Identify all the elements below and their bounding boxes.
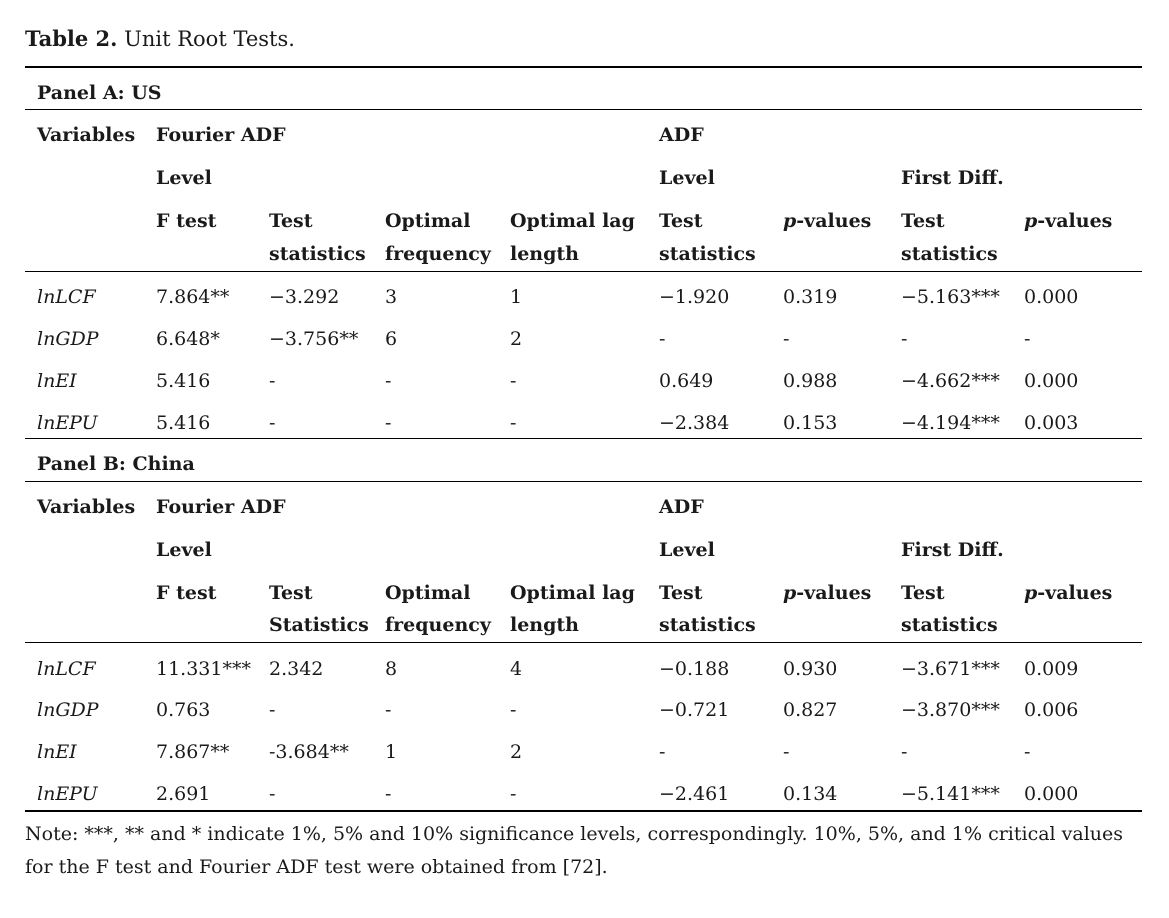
header-length: length: [510, 243, 579, 265]
table-label: Table 2.: [25, 26, 118, 51]
table-cell: -: [1024, 328, 1031, 350]
header-level-adf: Level: [659, 539, 715, 561]
table-cell: 8: [385, 658, 398, 680]
table-cell: -: [385, 783, 392, 805]
table-cell: -: [901, 741, 908, 763]
table-cell: 0.006: [1024, 699, 1079, 721]
variable-name: lnGDP: [37, 699, 99, 721]
header-fourier-adf: Fourier ADF: [156, 124, 286, 146]
table-cell: -: [269, 412, 276, 434]
p-italic: p: [1024, 210, 1038, 232]
header-test-statistics: statistics: [269, 243, 366, 265]
table-cell: 1: [510, 286, 523, 308]
table-cell: 0.988: [783, 370, 838, 392]
table-cell: 0.009: [1024, 658, 1079, 680]
header-variables: Variables: [37, 124, 136, 146]
table-cell: 7.867**: [156, 741, 230, 763]
header-diff-test: Test: [901, 582, 945, 604]
header-diff-statistics: statistics: [901, 614, 998, 636]
header-test-statistics: Statistics: [269, 614, 369, 636]
variable-name: lnLCF: [37, 286, 96, 308]
table-cell: -3.684**: [269, 741, 349, 763]
header-p-values: [1024, 205, 1112, 237]
table-cell: 11.331***: [156, 658, 251, 680]
table-cell: −0.188: [659, 658, 730, 680]
table-cell: 0.649: [659, 370, 714, 392]
table-cell: 6: [385, 328, 398, 350]
table-note: Note: ***, ** and * indicate 1%, 5% and 10% significance levels, correspondingly. 10%, 5%, and 1% critical values for the F test and Fourier ADF test were obtained from [72].: [25, 823, 1124, 878]
variable-name: lnEPU: [37, 412, 98, 434]
p-italic: p: [783, 582, 797, 604]
header-level: Level: [156, 539, 212, 561]
header-adf: ADF: [659, 496, 704, 518]
variable-name: lnEI: [37, 370, 77, 392]
p-values-suffix: -values: [1037, 582, 1113, 604]
table-cell: 0.153: [783, 412, 838, 434]
variable-name: lnLCF: [37, 658, 96, 680]
table-cell: 0.000: [1024, 286, 1079, 308]
header-f-test: F test: [156, 210, 217, 232]
header-p-values: [783, 577, 871, 609]
table-caption: [25, 26, 295, 51]
table-cell: 5.416: [156, 370, 211, 392]
table-cell: −1.920: [659, 286, 730, 308]
header-diff-statistics: statistics: [901, 243, 998, 265]
header-first-diff: First Diff.: [901, 167, 1004, 189]
table-cell: -: [783, 741, 790, 763]
panel-title: Panel A: US: [37, 82, 162, 104]
variable-name: lnGDP: [37, 328, 99, 350]
header-f-test: F test: [156, 582, 217, 604]
table-cell: 4: [510, 658, 523, 680]
table-cell: -: [385, 699, 392, 721]
table-cell: 0.319: [783, 286, 838, 308]
header-p-values: [1024, 577, 1112, 609]
header-p-values: [783, 205, 871, 237]
panel-a-title-rule: [25, 109, 1142, 110]
header-first-diff: First Diff.: [901, 539, 1004, 561]
p-values-suffix: -values: [1037, 210, 1113, 232]
table-cell: 5.416: [156, 412, 211, 434]
table-cell: −3.292: [269, 286, 340, 308]
table-cell: −2.461: [659, 783, 730, 805]
header-variables: Variables: [37, 496, 136, 518]
table-cell: −4.194***: [901, 412, 1000, 434]
table-cell: 2.691: [156, 783, 211, 805]
panel-b-title-rule: [25, 481, 1142, 482]
header-optimal-lag: Optimal lag: [510, 210, 635, 232]
table-cell: -: [510, 783, 517, 805]
variable-name: lnEI: [37, 741, 77, 763]
table-cell: 2: [510, 328, 523, 350]
header-optimal: Optimal: [385, 582, 471, 604]
table-cell: 0.827: [783, 699, 838, 721]
table-cell: -: [269, 699, 276, 721]
table-cell: −5.141***: [901, 783, 1000, 805]
header-test: Test: [269, 210, 313, 232]
table-cell: −3.671***: [901, 658, 1000, 680]
table-cell: −4.662***: [901, 370, 1000, 392]
table-cell: 0.763: [156, 699, 211, 721]
header-adf: ADF: [659, 124, 704, 146]
variable-name: lnEPU: [37, 783, 98, 805]
table-cell: 3: [385, 286, 398, 308]
table-cell: -: [510, 370, 517, 392]
header-adf-test: Test: [659, 582, 703, 604]
table-cell: -: [659, 328, 666, 350]
header-length: length: [510, 614, 579, 636]
header-optimal-lag: Optimal lag: [510, 582, 635, 604]
table-cell: 0.000: [1024, 783, 1079, 805]
table-cell: 6.648*: [156, 328, 220, 350]
header-level: Level: [156, 167, 212, 189]
table-cell: -: [385, 412, 392, 434]
table-cell: −0.721: [659, 699, 730, 721]
panel-a-header-rule: [25, 271, 1142, 272]
table-cell: 0.003: [1024, 412, 1079, 434]
panel-title: Panel B: China: [37, 453, 195, 475]
p-italic: p: [1024, 582, 1038, 604]
header-frequency: frequency: [385, 614, 491, 636]
table-cell: 2: [510, 741, 523, 763]
header-level-adf: Level: [659, 167, 715, 189]
table-cell: -: [269, 783, 276, 805]
top-rule: [25, 66, 1142, 68]
header-adf-statistics: statistics: [659, 243, 756, 265]
table-cell: 0.000: [1024, 370, 1079, 392]
bottom-rule: [25, 810, 1142, 812]
table-cell: −2.384: [659, 412, 730, 434]
table-cell: -: [385, 370, 392, 392]
panel-b-header-rule: [25, 642, 1142, 643]
table-cell: -: [510, 699, 517, 721]
table-cell: 0.134: [783, 783, 838, 805]
header-fourier-adf: Fourier ADF: [156, 496, 286, 518]
table-cell: −3.756**: [269, 328, 359, 350]
header-test: Test: [269, 582, 313, 604]
table-cell: -: [783, 328, 790, 350]
table-cell: -: [510, 412, 517, 434]
header-frequency: frequency: [385, 243, 491, 265]
table-cell: 7.864**: [156, 286, 230, 308]
table-cell: 0.930: [783, 658, 838, 680]
table-title: Unit Root Tests.: [124, 27, 295, 51]
table-cell: −3.870***: [901, 699, 1000, 721]
header-optimal: Optimal: [385, 210, 471, 232]
table-cell: 1: [385, 741, 398, 763]
table-cell: −5.163***: [901, 286, 1000, 308]
p-values-suffix: -values: [796, 582, 872, 604]
p-italic: p: [783, 210, 797, 232]
header-diff-test: Test: [901, 210, 945, 232]
header-adf-statistics: statistics: [659, 614, 756, 636]
table-cell: -: [269, 370, 276, 392]
table-cell: -: [659, 741, 666, 763]
p-values-suffix: -values: [796, 210, 872, 232]
table-cell: -: [1024, 741, 1031, 763]
header-adf-test: Test: [659, 210, 703, 232]
table-cell: 2.342: [269, 658, 324, 680]
table-cell: -: [901, 328, 908, 350]
